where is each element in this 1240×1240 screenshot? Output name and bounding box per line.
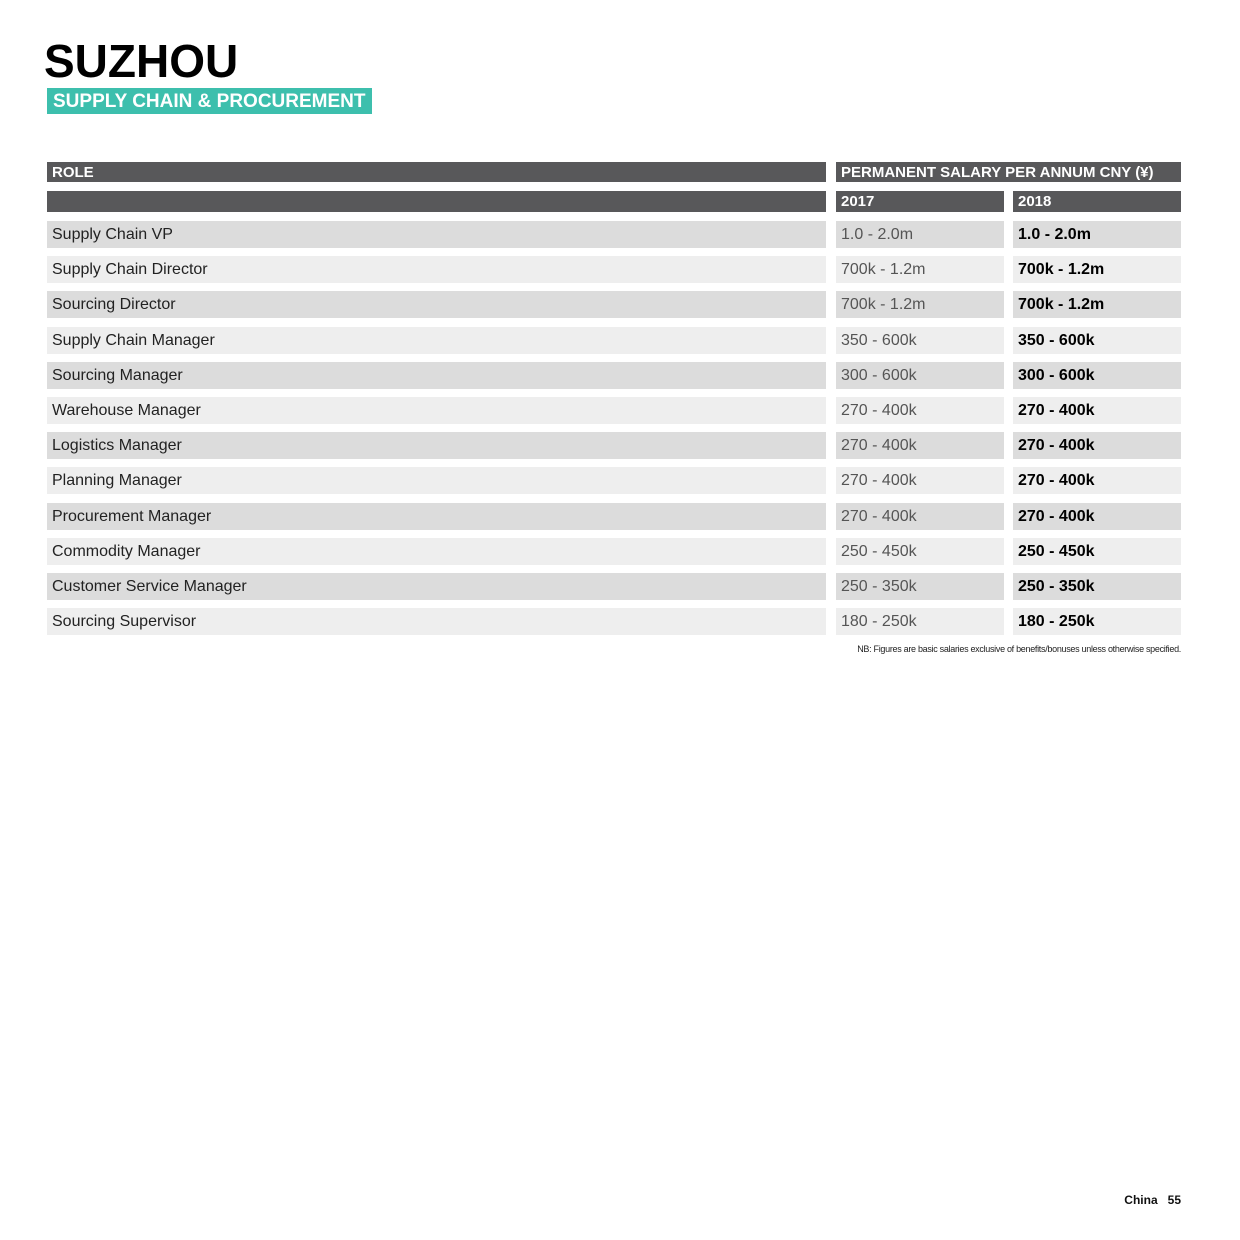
salary-2017-cell: 270 - 400k bbox=[836, 467, 1004, 494]
salary-2017-cell: 270 - 400k bbox=[836, 503, 1004, 530]
salary-2017-cell: 180 - 250k bbox=[836, 608, 1004, 635]
salary-2018-cell: 700k - 1.2m bbox=[1013, 291, 1181, 318]
salary-2017-cell: 700k - 1.2m bbox=[836, 291, 1004, 318]
salary-2017-cell: 350 - 600k bbox=[836, 327, 1004, 354]
salary-2017-cell: 250 - 450k bbox=[836, 538, 1004, 565]
salary-2017-cell: 300 - 600k bbox=[836, 362, 1004, 389]
salary-2018-cell: 270 - 400k bbox=[1013, 503, 1181, 530]
year-2018-header: 2018 bbox=[1013, 191, 1181, 212]
salary-2017-cell: 270 - 400k bbox=[836, 397, 1004, 424]
role-cell: Sourcing Director bbox=[47, 291, 826, 318]
role-cell: Sourcing Supervisor bbox=[47, 608, 826, 635]
role-cell: Commodity Manager bbox=[47, 538, 826, 565]
role-cell: Procurement Manager bbox=[47, 503, 826, 530]
page-number: 55 bbox=[1167, 1193, 1181, 1207]
role-cell: Customer Service Manager bbox=[47, 573, 826, 600]
role-cell: Warehouse Manager bbox=[47, 397, 826, 424]
salary-2017-cell: 250 - 350k bbox=[836, 573, 1004, 600]
salary-2018-cell: 250 - 450k bbox=[1013, 538, 1181, 565]
salary-2018-cell: 270 - 400k bbox=[1013, 467, 1181, 494]
salary-2018-cell: 250 - 350k bbox=[1013, 573, 1181, 600]
footnote: NB: Figures are basic salaries exclusive of benefits/bonuses unless otherwise specified. bbox=[857, 644, 1181, 654]
salary-header: PERMANENT SALARY PER ANNUM CNY (¥) bbox=[836, 162, 1181, 182]
role-subheader bbox=[47, 191, 826, 212]
salary-2018-cell: 270 - 400k bbox=[1013, 432, 1181, 459]
salary-2018-cell: 700k - 1.2m bbox=[1013, 256, 1181, 283]
footer-section: China bbox=[1124, 1193, 1158, 1207]
role-header: ROLE bbox=[47, 162, 826, 182]
salary-2017-cell: 1.0 - 2.0m bbox=[836, 221, 1004, 248]
role-cell: Supply Chain Manager bbox=[47, 327, 826, 354]
section-subtitle: SUPPLY CHAIN & PROCUREMENT bbox=[47, 88, 372, 114]
role-cell: Planning Manager bbox=[47, 467, 826, 494]
role-cell: Sourcing Manager bbox=[47, 362, 826, 389]
salary-2018-cell: 1.0 - 2.0m bbox=[1013, 221, 1181, 248]
page-footer bbox=[1114, 1193, 1181, 1207]
salary-2018-cell: 300 - 600k bbox=[1013, 362, 1181, 389]
salary-2018-cell: 270 - 400k bbox=[1013, 397, 1181, 424]
salary-2017-cell: 700k - 1.2m bbox=[836, 256, 1004, 283]
page-title: SUZHOU bbox=[44, 35, 239, 87]
year-2017-header: 2017 bbox=[836, 191, 1004, 212]
salary-2017-cell: 270 - 400k bbox=[836, 432, 1004, 459]
role-cell: Supply Chain Director bbox=[47, 256, 826, 283]
salary-2018-cell: 350 - 600k bbox=[1013, 327, 1181, 354]
role-cell: Supply Chain VP bbox=[47, 221, 826, 248]
salary-2018-cell: 180 - 250k bbox=[1013, 608, 1181, 635]
role-cell: Logistics Manager bbox=[47, 432, 826, 459]
